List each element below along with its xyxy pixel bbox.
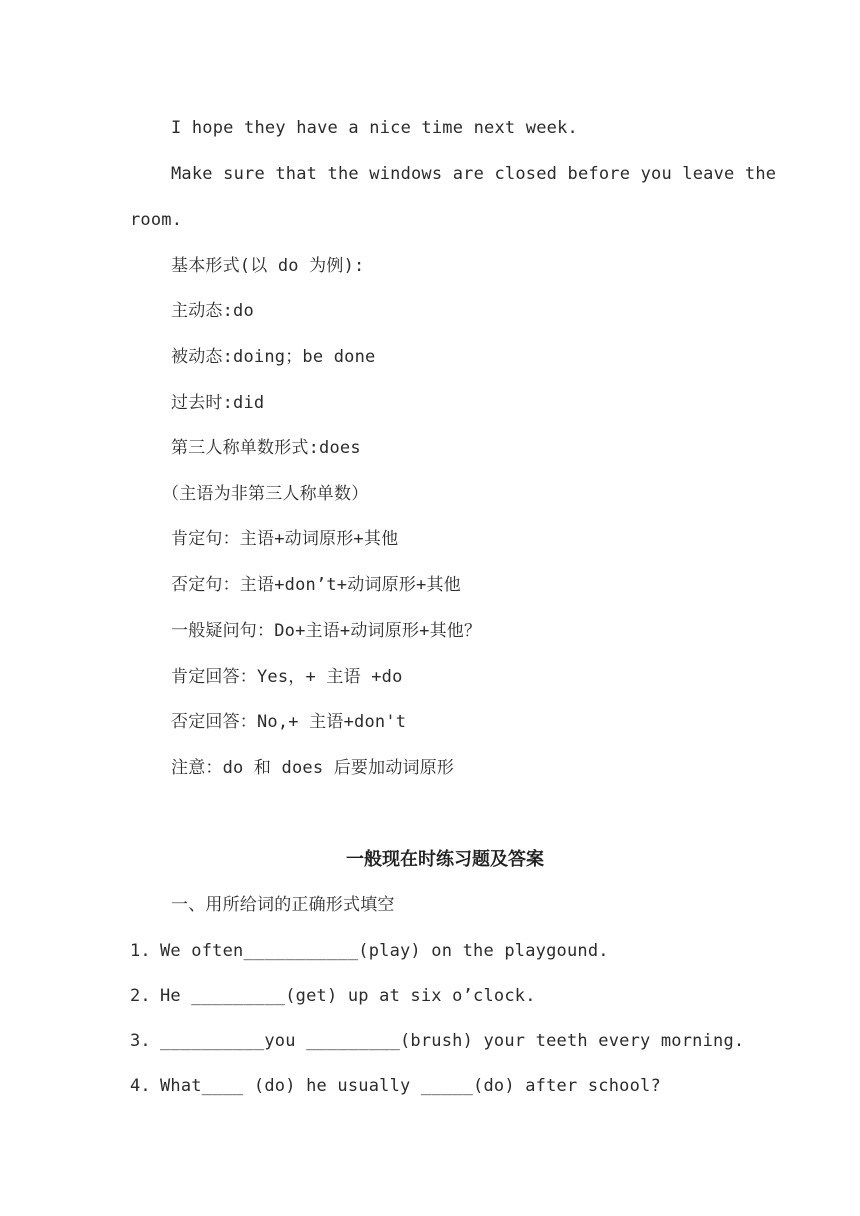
question-number: 1. xyxy=(130,941,151,961)
rule-yes-answer: 肯定回答：Yes，+ 主语 +do xyxy=(171,667,403,687)
question-text: He _________(get) up at six o’clock. xyxy=(160,986,536,1006)
intro-line-1: I hope they have a nice time next week. xyxy=(171,118,578,138)
form-passive: 被动态:doing；be done xyxy=(171,347,376,367)
intro-line-2: Make sure that the windows are closed before you leave the xyxy=(171,164,777,184)
rule-note: 注意：do 和 does 后要加动词原形 xyxy=(171,758,455,778)
forms-title: 基本形式(以 do 为例): xyxy=(171,256,365,276)
question-1 xyxy=(130,940,609,962)
rule-question: 一般疑问句：Do+主语+动词原形+其他？ xyxy=(171,621,482,641)
exercise-heading: 一般现在时练习题及答案 xyxy=(346,849,544,870)
question-text: We often___________(play) on the playgound. xyxy=(160,941,609,961)
form-past: 过去时:did xyxy=(171,393,265,413)
question-number: 2. xyxy=(130,986,151,1006)
rule-affirmative: 肯定句：主语+动词原形+其他 xyxy=(171,529,399,549)
rule-no-answer: 否定回答：No,+ 主语+don't xyxy=(171,712,407,732)
question-number: 3. xyxy=(130,1031,151,1051)
exercise-section-title: 一、用所给词的正确形式填空 xyxy=(171,895,395,915)
question-4 xyxy=(130,1075,661,1097)
intro-line-3: room. xyxy=(130,210,183,230)
form-third-person: 第三人称单数形式:does xyxy=(171,438,361,458)
rule-negative: 否定句：主语+don’t+动词原形+其他 xyxy=(171,575,461,595)
question-3 xyxy=(130,1030,744,1052)
question-text: What____ (do) he usually _____(do) after school? xyxy=(160,1076,661,1096)
question-number: 4. xyxy=(130,1076,151,1096)
question-text: __________you _________(brush) your teeth every morning. xyxy=(160,1031,745,1051)
form-active: 主动态:do xyxy=(171,301,254,321)
question-2 xyxy=(130,985,536,1007)
subject-note: （主语为非第三人称单数） xyxy=(162,484,369,504)
